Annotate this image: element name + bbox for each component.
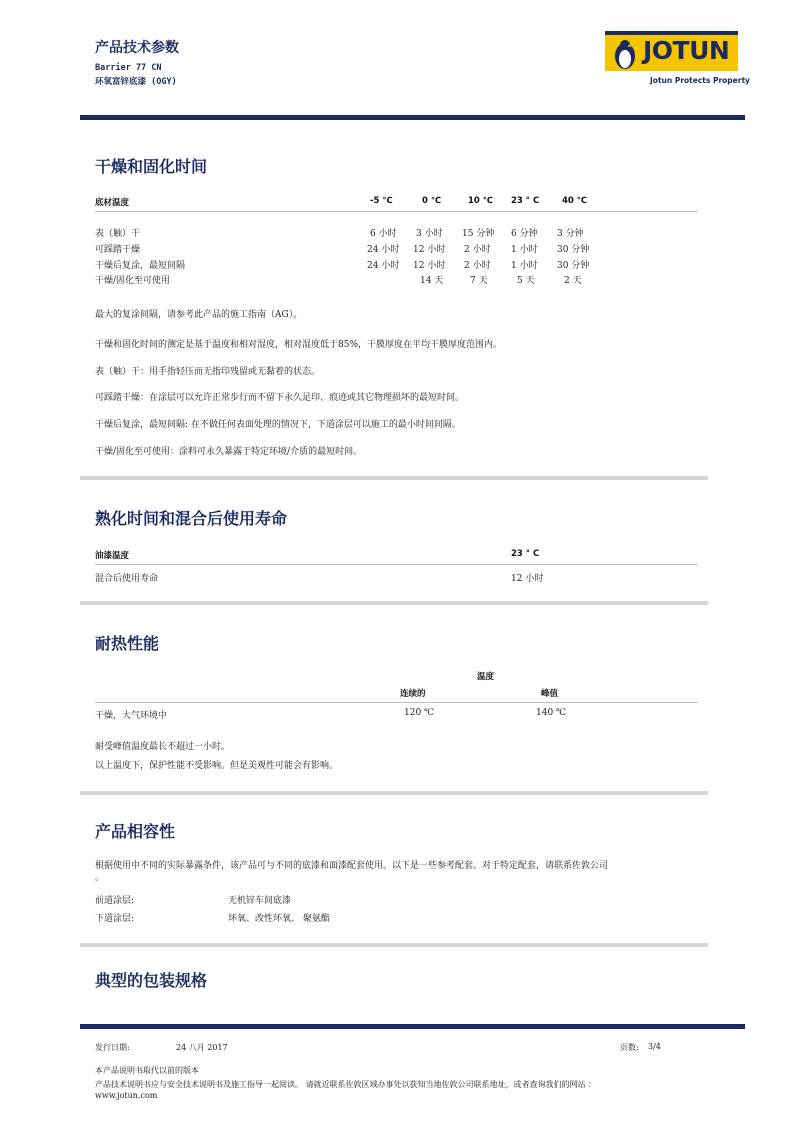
drying-value: 2 小时 bbox=[464, 261, 491, 271]
section-divider bbox=[80, 791, 708, 795]
drying-note: 干燥/固化至可使用：涂料可永久暴露于特定环境/介质的最短时间。 bbox=[95, 447, 363, 457]
footer-divider bbox=[80, 1024, 745, 1029]
section-divider bbox=[80, 943, 708, 947]
section-divider bbox=[80, 601, 708, 605]
drying-heading: 干燥和固化时间 bbox=[95, 157, 208, 176]
drying-value: 2 小时 bbox=[464, 245, 491, 255]
drying-value: 5 天 bbox=[517, 276, 535, 286]
drying-value: 24 小时 bbox=[367, 245, 400, 255]
potlife-col-temp: 23 ° C bbox=[511, 549, 540, 559]
compat-heading: 产品相容性 bbox=[95, 822, 176, 841]
heat-peak-value: 140 ℃ bbox=[536, 708, 567, 718]
drying-note: 最大的复涂间隔，请参考此产品的施工指南（AG）。 bbox=[95, 310, 303, 320]
drying-row-label: 表（触）干 bbox=[95, 229, 141, 239]
drying-value: 15 分钟 bbox=[462, 229, 495, 239]
logo-tagline: Jotun Protects Property bbox=[650, 76, 750, 85]
drying-col-temp: 10 ℃ bbox=[468, 196, 494, 206]
drying-note: 干燥和固化时间的测定是基于温度和相对湿度，相对湿度低于85%，干膜厚度在平均干膜厚度范围内。 bbox=[95, 340, 503, 350]
drying-value: 1 小时 bbox=[511, 261, 538, 271]
heat-continuous-value: 120 ℃ bbox=[404, 708, 435, 718]
drying-col-temp: 40 ℃ bbox=[562, 196, 588, 206]
compat-previous-label: 前道涂层: bbox=[95, 896, 135, 906]
drying-col-temp: 23 ° C bbox=[511, 196, 540, 206]
heat-col-peak: 峰值 bbox=[541, 689, 559, 699]
potlife-row-label: 混合后使用寿命 bbox=[95, 574, 159, 584]
drying-row-label: 干燥后复涂，最短间隔 bbox=[95, 261, 186, 271]
section-divider bbox=[80, 476, 708, 480]
drying-value: 1 小时 bbox=[511, 245, 538, 255]
drying-value: 24 小时 bbox=[367, 261, 400, 271]
footer-disclaimer: 产品技术说明书应与安全技术说明书及施工指导一起阅读。 请就近联系佐敦区域办事处以获知当地佐敦公司联系地址，或者查询我们的网站 ： bbox=[95, 1080, 597, 1089]
header-divider bbox=[80, 115, 745, 120]
page-number: 3/4 bbox=[648, 1042, 661, 1051]
heat-row-label: 干燥，大气环境中 bbox=[95, 711, 168, 721]
compat-next-label: 下道涂层: bbox=[95, 914, 135, 924]
drying-value: 6 小时 bbox=[370, 229, 397, 239]
drying-note: 可踩踏干燥：在涂层可以允许正常步行而不留下永久足印、痕迹或其它物理损坏的最短时间。 bbox=[95, 393, 465, 403]
product-description: 环氧富锌底漆 (OGY) bbox=[95, 77, 177, 87]
heat-note: 以上温度下，保护性能不受影响。但是美观性可能会有影响。 bbox=[95, 761, 339, 771]
table-rule bbox=[95, 702, 698, 703]
packaging-heading: 典型的包装规格 bbox=[95, 971, 208, 990]
heat-col-continuous: 连续的 bbox=[400, 689, 426, 699]
drying-value: 3 分钟 bbox=[557, 229, 584, 239]
drying-row-label: 可踩踏干燥 bbox=[95, 245, 141, 255]
product-name: Barrier 77 CN bbox=[95, 63, 162, 73]
compat-next-value: 环氧、改性环氧、 聚氨酯 bbox=[228, 914, 330, 924]
drying-col-label: 底材温度 bbox=[95, 198, 130, 208]
issue-date-label: 发行日期: bbox=[95, 1043, 130, 1052]
drying-col-temp: -5 ℃ bbox=[370, 196, 393, 206]
drying-value: 6 分钟 bbox=[511, 229, 538, 239]
drying-value: 7 天 bbox=[470, 276, 488, 286]
issue-date-value: 24 八月 2017 bbox=[176, 1043, 228, 1052]
drying-row-label: 干燥/固化至可使用 bbox=[95, 276, 171, 286]
drying-note: 表（触）干：用手指轻压而无指印残留或无黏着的状态。 bbox=[95, 367, 321, 377]
drying-value: 2 天 bbox=[564, 276, 582, 286]
table-rule bbox=[95, 211, 698, 212]
page-title: 产品技术参数 bbox=[95, 40, 179, 56]
penguin-icon bbox=[610, 36, 640, 70]
compat-intro: 根据使用中不同的实际暴露条件，该产品可与不同的底漆和面漆配套使用。以下是一些参考配套。对于特定配套，请联系佐敦公司 bbox=[95, 861, 609, 871]
drying-value: 3 小时 bbox=[416, 229, 443, 239]
heat-group-label: 温度 bbox=[477, 672, 495, 682]
drying-value: 30 分钟 bbox=[557, 261, 590, 271]
potlife-col-label: 油漆温度 bbox=[95, 551, 130, 561]
compat-previous-value: 无机锌车间底漆 bbox=[228, 896, 292, 906]
drying-value: 14 天 bbox=[420, 276, 444, 286]
logo-wordmark: JOTUN bbox=[643, 36, 730, 65]
logo-top-bar bbox=[605, 31, 738, 35]
potlife-value: 12 小时 bbox=[511, 574, 544, 584]
footer-website-link[interactable]: www.jotun.com bbox=[95, 1091, 158, 1100]
drying-note: 干燥后复涂，最短间隔: 在不做任何表面处理的情况下，下道涂层可以施工的最小时间间隔。 bbox=[95, 420, 461, 430]
potlife-heading: 熟化时间和混合后使用寿命 bbox=[95, 509, 288, 528]
heat-heading: 耐热性能 bbox=[95, 634, 160, 653]
footer-supersede-note: 本产品说明书取代以前的版本 bbox=[95, 1066, 199, 1075]
drying-value: 12 小时 bbox=[413, 261, 446, 271]
drying-value: 30 分钟 bbox=[557, 245, 590, 255]
drying-col-temp: 0 ℃ bbox=[422, 196, 442, 206]
compat-intro-cont: 。 bbox=[95, 873, 105, 883]
page-label: 页数: bbox=[620, 1043, 639, 1052]
drying-value: 12 小时 bbox=[413, 245, 446, 255]
table-rule bbox=[95, 564, 698, 565]
heat-note: 耐受峰值温度最长不超过一小时。 bbox=[95, 742, 231, 752]
